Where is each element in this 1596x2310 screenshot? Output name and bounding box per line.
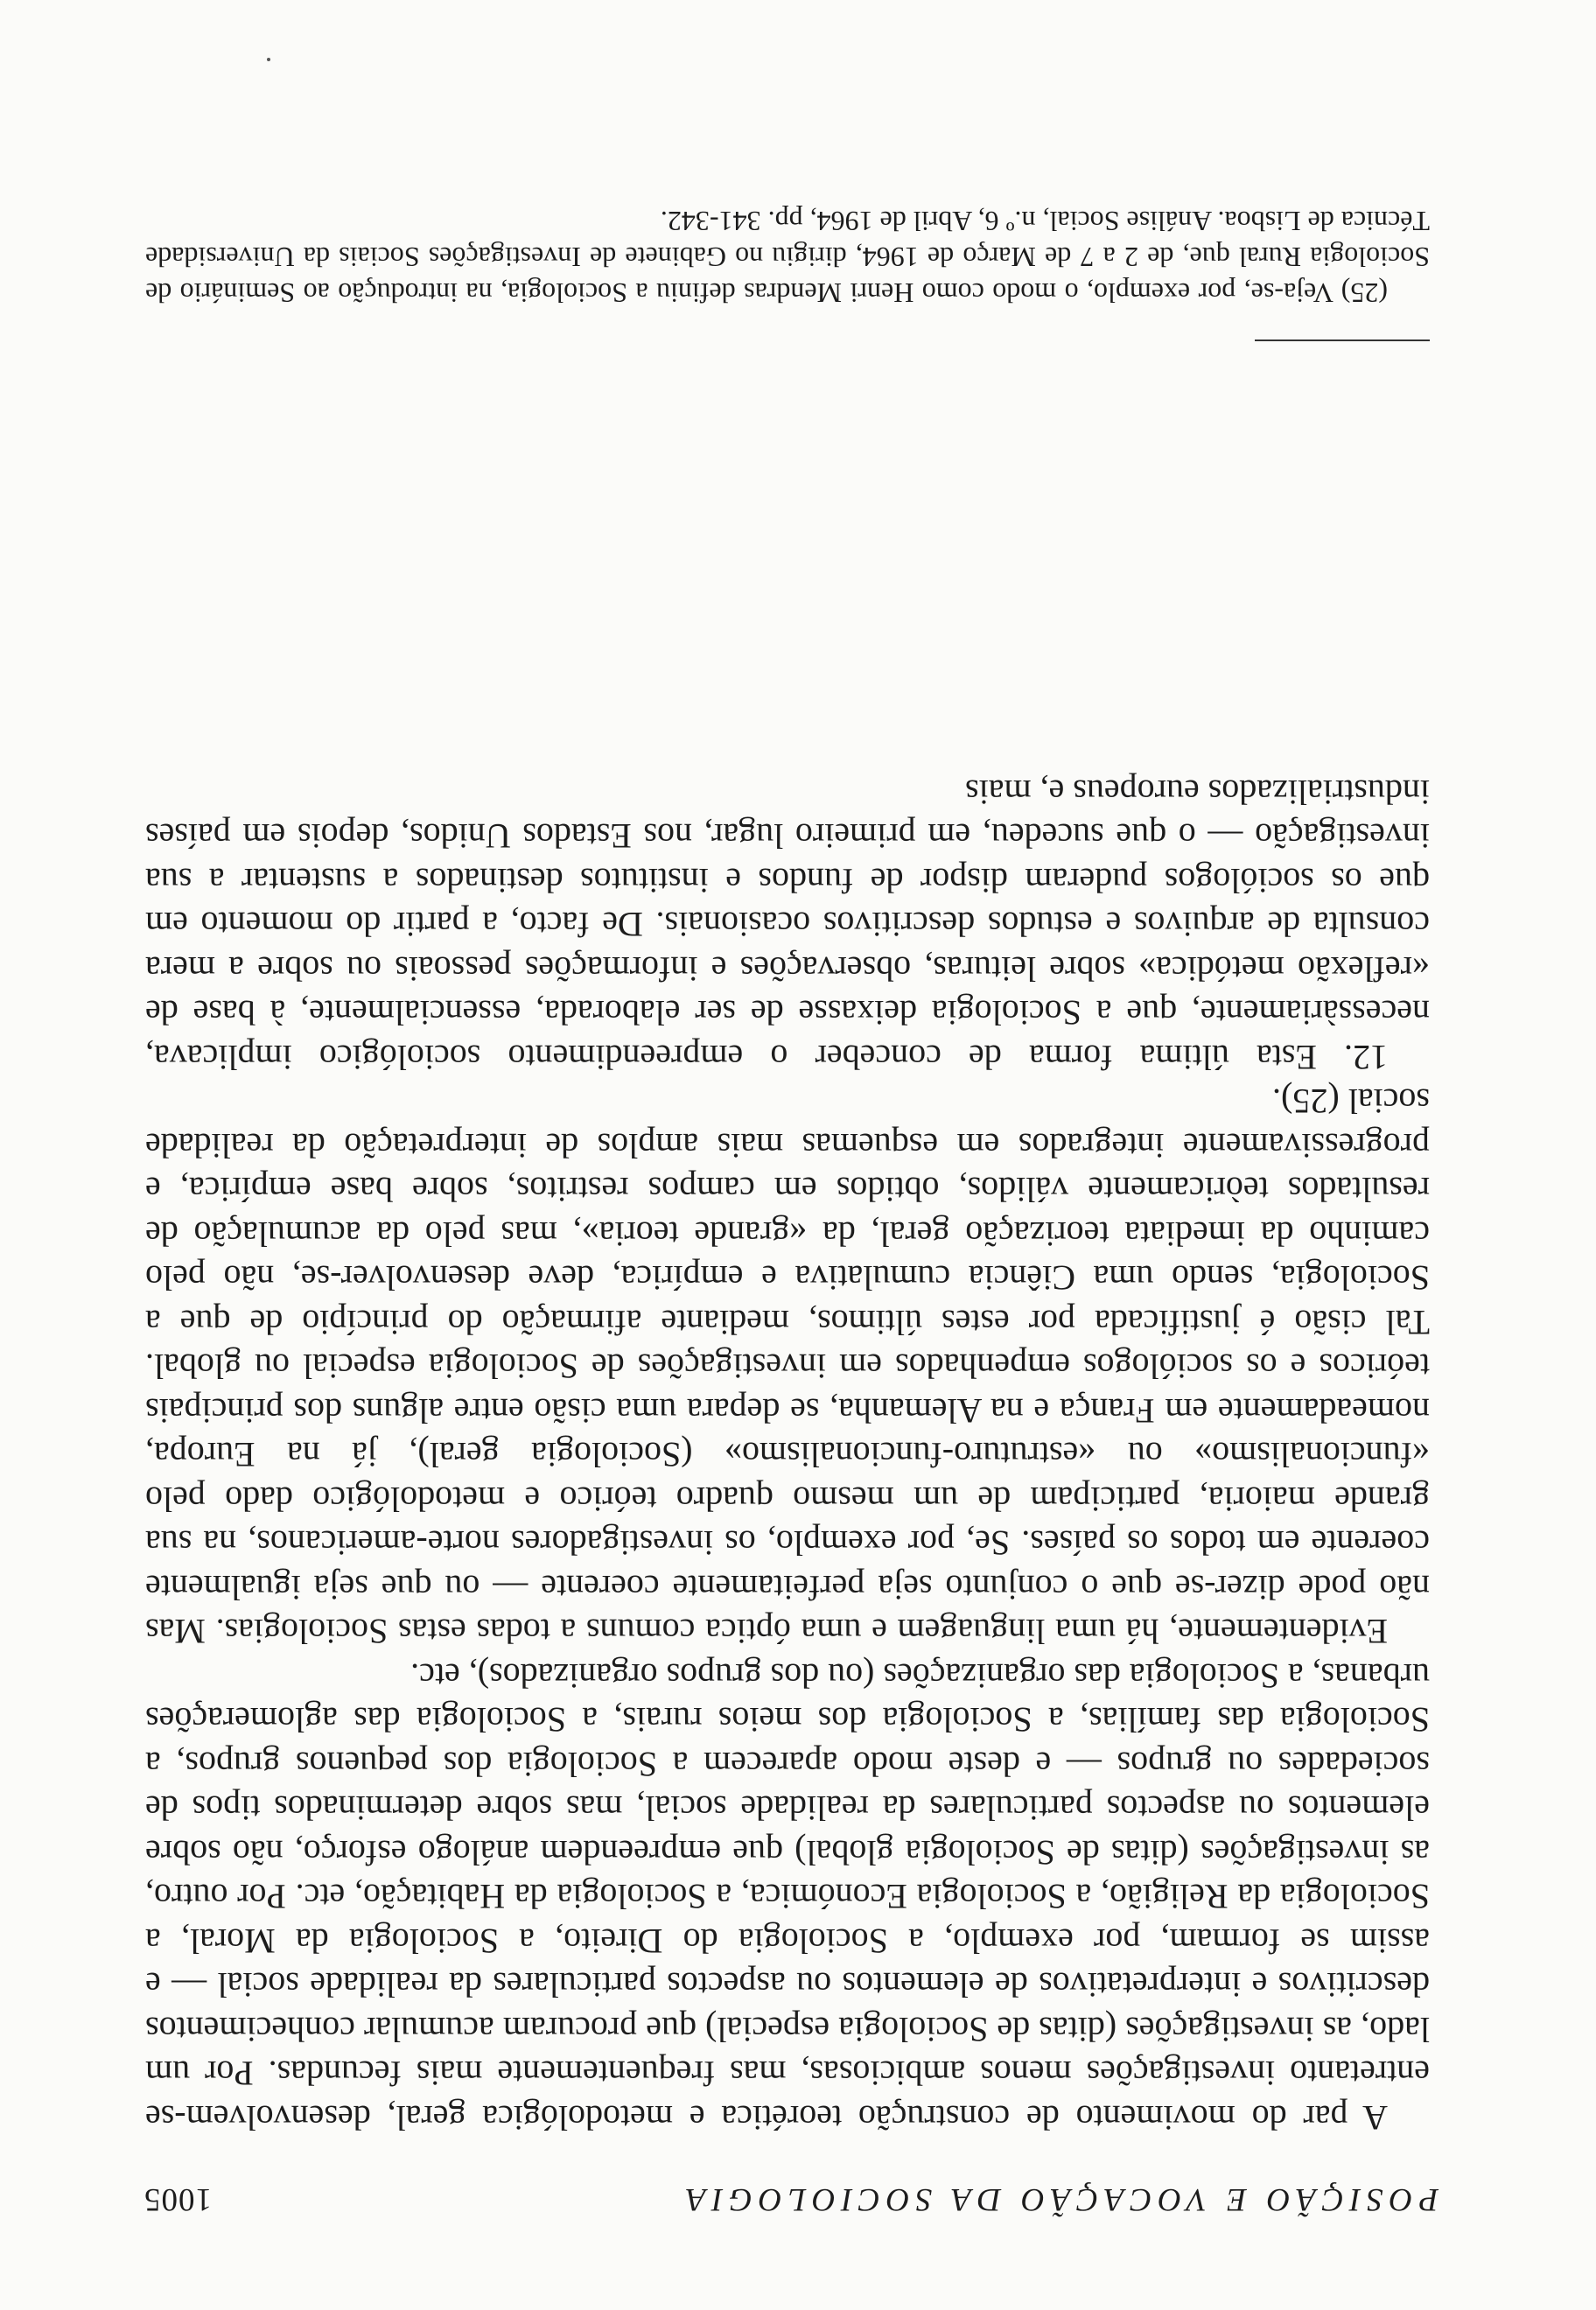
page-number: 1005 <box>144 2181 212 2217</box>
footnote-rule <box>1255 340 1430 341</box>
running-title: POSIÇÃO E VOCAÇÃO DA SOCIOLOGIA <box>680 2181 1438 2217</box>
footnote: (25) Veja-se, por exemplo, o modo como Henri Mendras definiu a Sociologia, na introdução ao Seminário de Sociologia Rural que, de 2 a 7 de Março de 1964, dirigiu no Gabinete de Investigações Sociais da Universidade Técnica de Lisboa. Análise Social, n.º 6, Abril de 1964, pp. 341-342. <box>145 206 1430 309</box>
paragraph: 12. Esta última forma de conceber o empreendimento sociológico implicava, necessàriamente, que a Sociologia deixasse de ser elaborada, essencialmente, à base de «reflexão metódica» sobre leituras, observações e informações pessoais ou sobre a mera consulta de arquivos e estudos descritivos ocasionais. De facto, a partir do momento em que os sociólogos puderam dispor de fundos e institutos destinados a sustentar a sua investigação — o que sucedeu, em primeiro lugar, nos Estados Unidos, depois em países industrializados europeus e, mais <box>145 773 1430 1077</box>
scan-speck <box>267 58 270 61</box>
running-head <box>144 2166 1438 2218</box>
paragraph: A par do movimento de construção teorética e metodológica geral, desenvolvem-se entretanto investigações menos ambiciosas, mas frequentemente mais fecundas. Por um lado, as investigações (ditas de Sociologia especial) que procuram acumular conhecimentos descritivos e interpretativos de elementos ou aspectos particulares da realidade social — e assim se formam, por exemplo, a Sociologia do Direito, a Sociologia da Moral, a Sociologia da Religião, a Sociologia Económica, a Sociologia da Habitação, etc. Por outro, as investigações (ditas de Sociologia global) que empreendem análogo esforço, não sobre elementos ou aspectos particulares da realidade social, mas sobre determinados tipos de sociedades ou grupos — e deste modo aparecem a Sociologia dos pequenos grupos, a Sociologia das famílias, a Sociologia dos meios rurais, a Sociologia das aglomerações urbanas, a Sociologia das organizações (ou dos grupos organizados), etc. <box>145 1656 1430 2138</box>
paragraph: Evidentemente, há uma linguagem e uma óptica comuns a todas estas Sociologias. Mas não pode dizer-se que o conjunto seja perfeitamente coerente — ou que seja igualmente coerente em todos os países. Se, por exemplo, os investigadores norte-americanos, na sua grande maioria, participam de um mesmo quadro teórico e metodológico dado pelo «funcionalismo» ou «estruturo-funcionalismo» (Sociologia geral), já na Europa, nomeadamente em França e na Alemanha, se depara uma cisão entre alguns dos principais teóricos e os sociólogos empenhados em investigações de Sociologia especial ou global. Tal cisão é justificada por estes últimos, mediante afirmação do princípio de que a Sociologia, sendo uma Ciência cumulativa e empírica, deve desenvolver-se, não pelo caminho da imediata teorização geral, da «grande teoria», mas pelo da acumulação de resultados teòricamente válidos, obtidos em campos restritos, sobre base empírica, e progressivamente integrados em esquemas mais amplos de interpretação da realidade social (25). <box>145 1082 1430 1652</box>
body-text <box>145 770 1430 2140</box>
